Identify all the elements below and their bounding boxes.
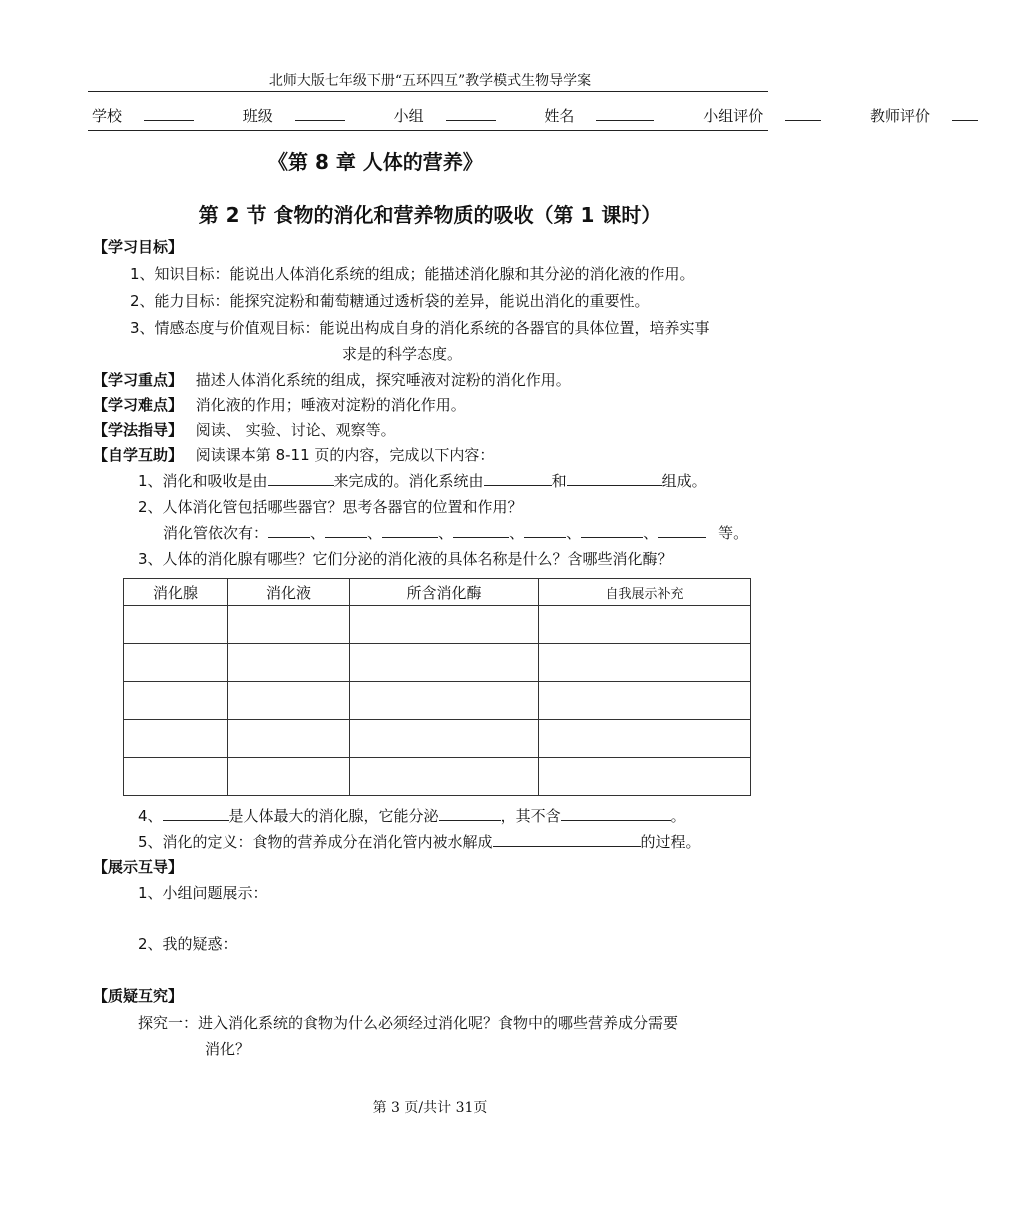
- inquiry-heading: 【质疑互究】: [93, 987, 184, 1005]
- col-gland: 消化腺: [124, 579, 228, 606]
- display-item-1: 1、小组问题展示：: [138, 884, 268, 902]
- objective-3-cont: 求是的科学态度。: [342, 345, 463, 363]
- key-points: [93, 369, 571, 390]
- table-cell[interactable]: [228, 682, 350, 720]
- question-5: 5、消化的定义：食物的营养成分在消化管内被水解成 的过程。: [138, 833, 701, 851]
- table-cell[interactable]: [124, 682, 228, 720]
- table-cell[interactable]: [228, 720, 350, 758]
- table-cell[interactable]: [350, 720, 539, 758]
- key-points-heading: 【学习重点】: [93, 371, 184, 389]
- digestive-gland-table: [123, 578, 751, 796]
- page-header-title: 北师大版七年级下册“五环四互”教学模式生物导学案: [268, 73, 592, 89]
- table-cell[interactable]: [350, 682, 539, 720]
- method-heading: 【学法指导】: [93, 421, 184, 439]
- inquiry-line-2: 消化？: [205, 1040, 251, 1058]
- student-info-fields: [92, 105, 1022, 126]
- field-school: 学校: [92, 107, 216, 125]
- field-group: 小组: [394, 107, 518, 125]
- table-cell[interactable]: [539, 606, 751, 644]
- col-juice: 消化液: [228, 579, 350, 606]
- difficulties: [93, 394, 466, 415]
- col-enzyme: 所含消化酶: [350, 579, 539, 606]
- field-group-eval: 小组评价: [703, 107, 843, 125]
- table-cell[interactable]: [228, 644, 350, 682]
- method: [93, 419, 396, 440]
- table-row: [124, 682, 751, 720]
- question-2: 2、人体消化管包括哪些器官？思考各器官的位置和作用？: [138, 498, 523, 516]
- col-notes: 自我展示补充: [539, 579, 751, 606]
- objective-3: 3、情感态度与价值观目标：能说出构成自身的消化系统的各器官的具体位置，培养实事: [130, 319, 710, 337]
- objectives-heading: 【学习目标】: [93, 238, 184, 256]
- header-rule-top: [88, 91, 768, 92]
- field-class: 班级: [243, 107, 367, 125]
- question-2-line: 消化管依次有： 、 、 、 、 、 、 等。: [163, 524, 749, 542]
- table-cell[interactable]: [228, 606, 350, 644]
- table-cell[interactable]: [539, 758, 751, 796]
- self-study-intro: 阅读课本第 8-11 页的内容，完成以下内容：: [195, 446, 495, 464]
- chapter-title: 《第 8 章 人体的营养》: [268, 150, 483, 174]
- table-row: [124, 758, 751, 796]
- table-cell[interactable]: [350, 606, 539, 644]
- table-cell[interactable]: [539, 682, 751, 720]
- table-cell[interactable]: [350, 758, 539, 796]
- header-rule-bottom: [88, 130, 768, 131]
- key-points-text: 描述人体消化系统的组成，探究唾液对淀粉的消化作用。: [195, 371, 571, 389]
- method-text: 阅读、 实验、讨论、观察等。: [195, 421, 396, 439]
- objective-2: 2、能力目标：能探究淀粉和葡萄糖通过透析袋的差异，能说出消化的重要性。: [130, 292, 650, 310]
- difficulties-text: 消化液的作用；唾液对淀粉的消化作用。: [195, 396, 466, 414]
- question-3: 3、人体的消化腺有哪些？它们分泌的消化液的具体名称是什么？含哪些消化酶？: [138, 550, 673, 568]
- difficulties-heading: 【学习难点】: [93, 396, 184, 414]
- table-cell[interactable]: [228, 758, 350, 796]
- page-footer: 第 3 页/共计 31页: [372, 1100, 488, 1116]
- table-header-row: [124, 579, 751, 606]
- display-heading: 【展示互导】: [93, 858, 184, 876]
- self-study: [93, 444, 494, 465]
- table-row: [124, 644, 751, 682]
- section-title: 第 2 节 食物的消化和营养物质的吸收（第 1 课时）: [198, 203, 662, 227]
- table-row: [124, 720, 751, 758]
- question-4: 4、 是人体最大的消化腺，它能分泌 ，其不含 。: [138, 807, 686, 825]
- field-teacher-eval: 教师评价: [870, 107, 1000, 125]
- inquiry-line-1: 探究一：进入消化系统的食物为什么必须经过消化呢？食物中的哪些营养成分需要: [138, 1014, 679, 1032]
- table-row: [124, 606, 751, 644]
- table-cell[interactable]: [124, 644, 228, 682]
- table-cell[interactable]: [124, 606, 228, 644]
- display-item-2: 2、我的疑惑：: [138, 935, 238, 953]
- objective-1: 1、知识目标：能说出人体消化系统的组成；能描述消化腺和其分泌的消化液的作用。: [130, 265, 695, 283]
- table-cell[interactable]: [539, 720, 751, 758]
- field-name: 姓名: [544, 107, 676, 125]
- table-cell[interactable]: [350, 644, 539, 682]
- table-cell[interactable]: [539, 644, 751, 682]
- self-study-heading: 【自学互助】: [93, 446, 184, 464]
- question-1: 1、消化和吸收是由 来完成的。消化系统由 和 组成。: [138, 472, 707, 490]
- table-cell[interactable]: [124, 720, 228, 758]
- table-cell[interactable]: [124, 758, 228, 796]
